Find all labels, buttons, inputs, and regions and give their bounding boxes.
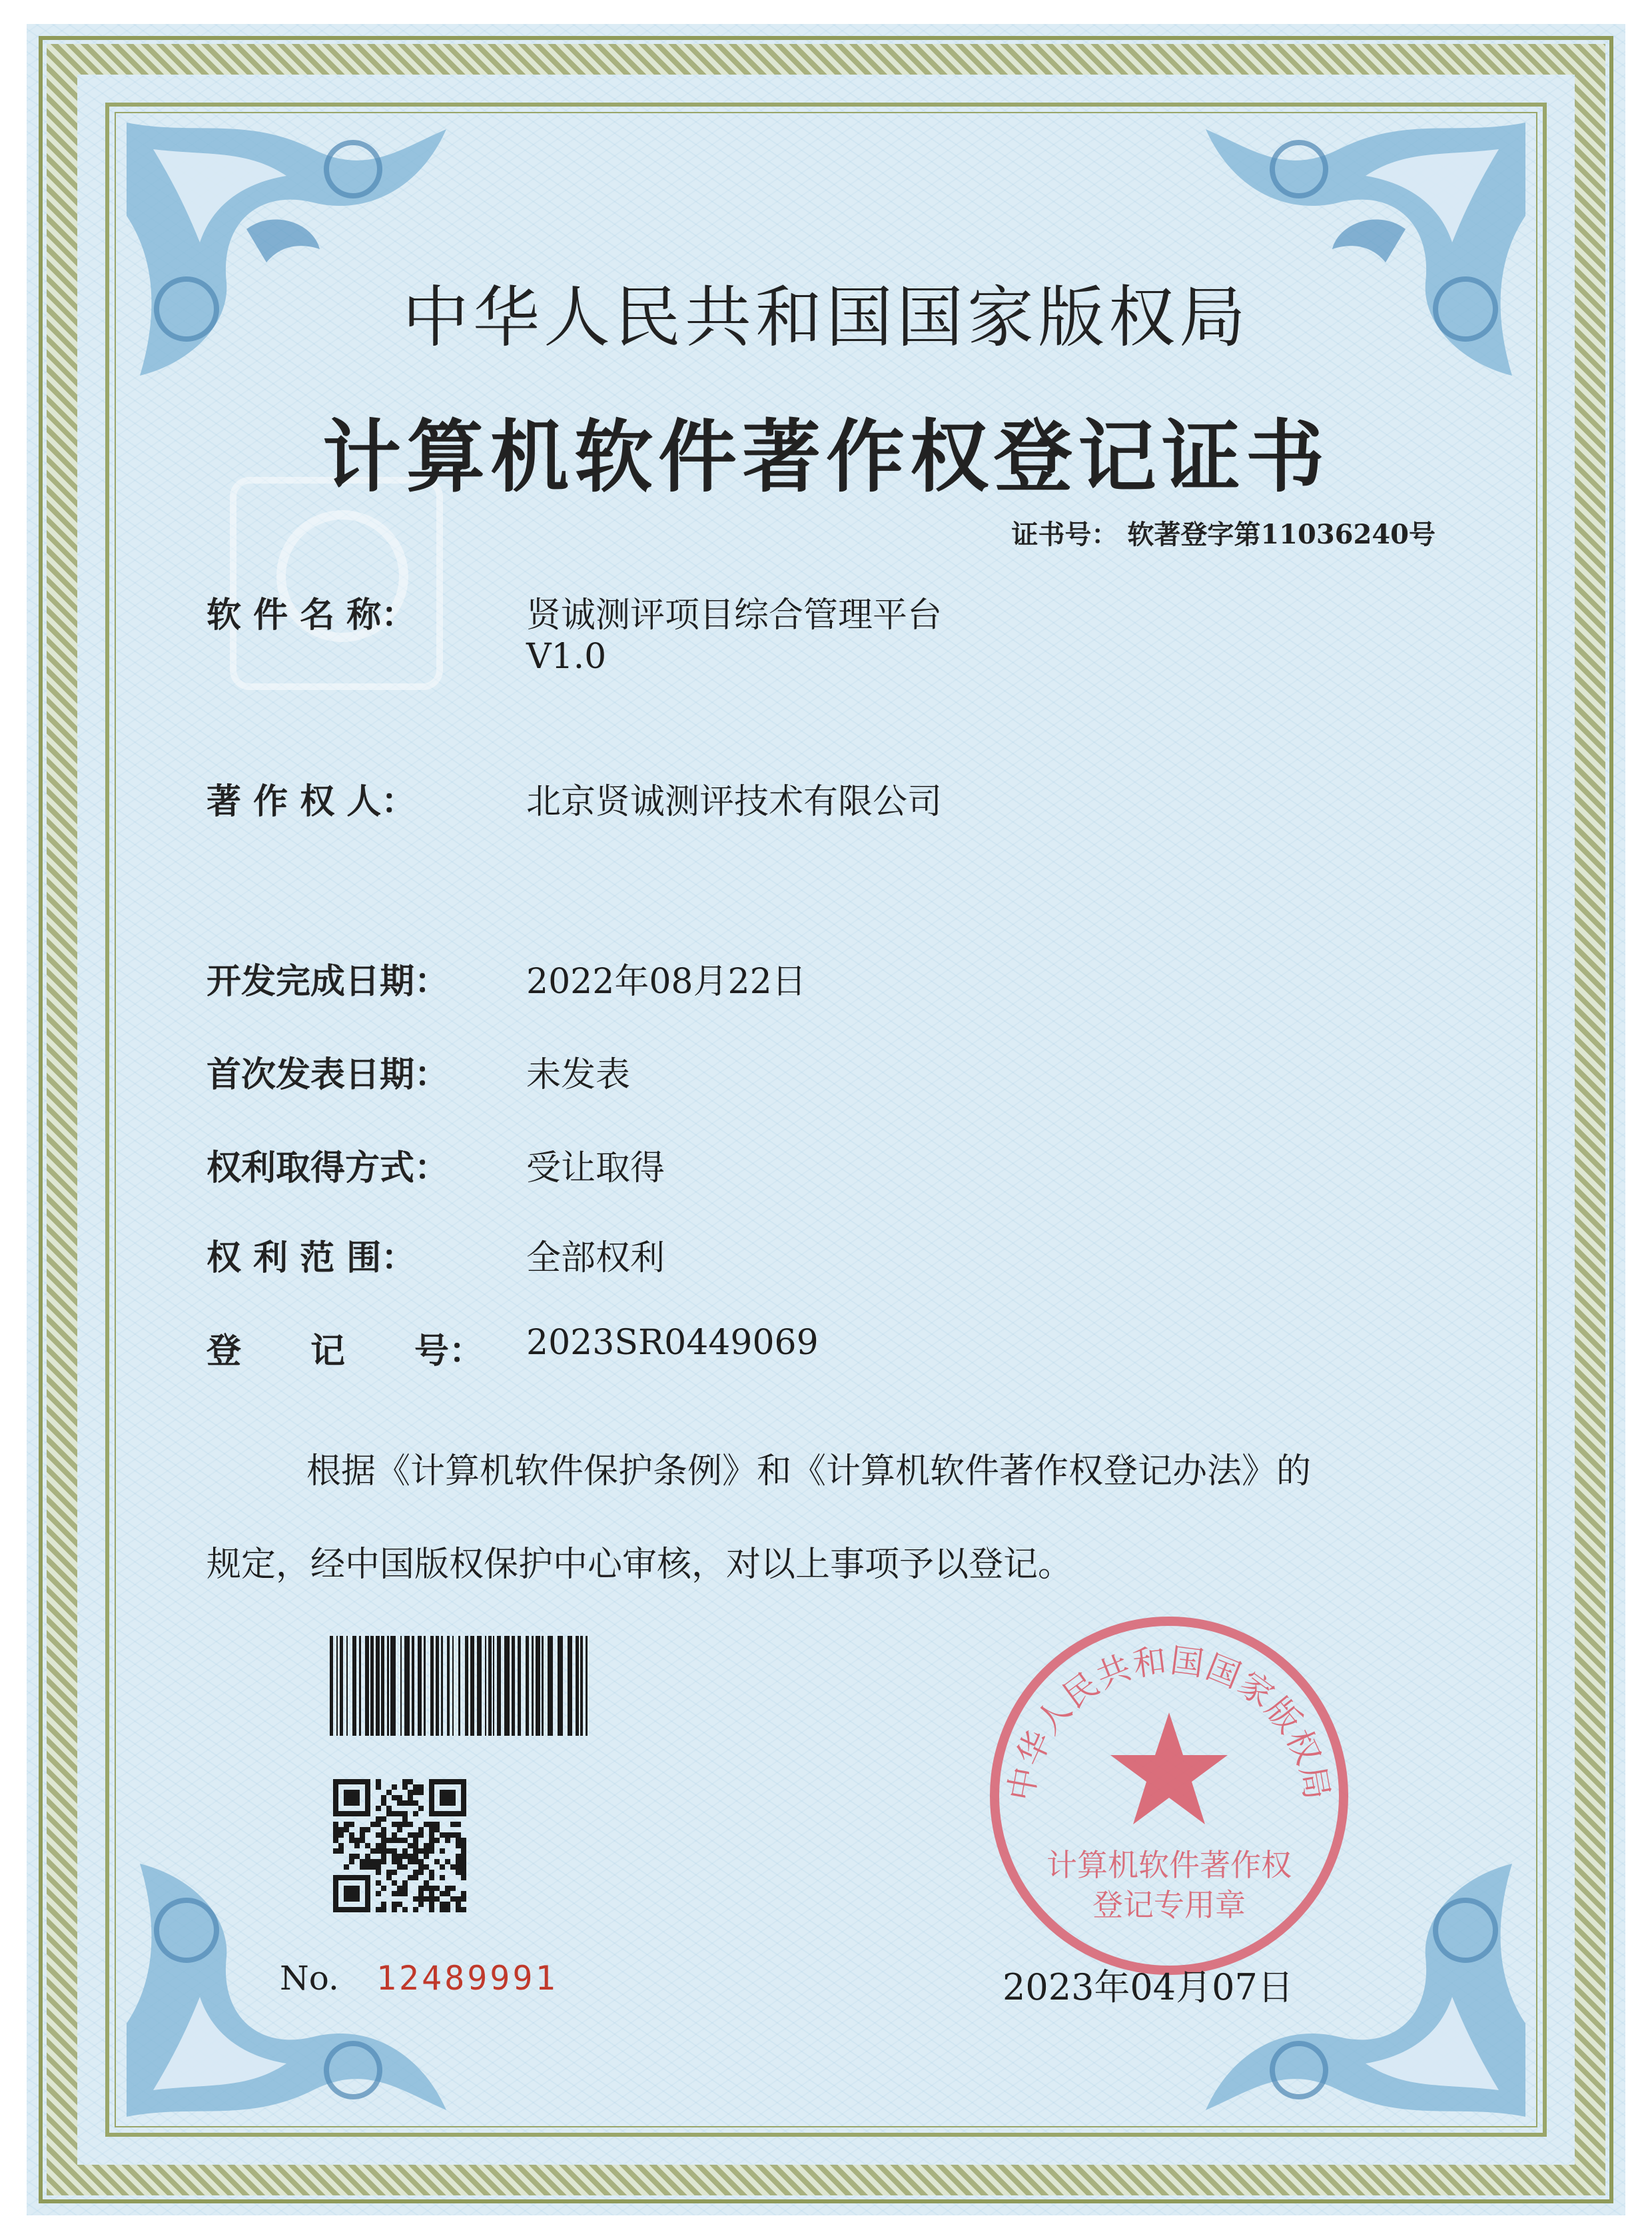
statement-line-1: 根据《计算机软件保护条例》和《计算机软件著作权登记办法》的 [306,1451,1312,1491]
certificate-number-value: 软著登字第11036240号 [1127,519,1436,550]
qr-code-icon [333,1779,466,1912]
issue-date: 2023年04月07日 [1003,1966,1294,2008]
software-name-label: 软 件 名 称： [206,595,416,635]
pub-date-label: 首次发表日期： [206,1055,450,1095]
scope-label: 权 利 范 围： [206,1238,416,1278]
svg-text:登记专用章: 登记专用章 [1092,1887,1246,1923]
certificate-number-label: 证书号： [1011,519,1118,550]
serial-number-value: 12489991 [376,1959,558,1998]
owner-label: 著 作 权 人： [206,782,416,822]
official-seal-stamp [983,1609,1356,1982]
issuer-title: 中华人民共和国国家版权局 [402,278,1250,356]
pub-date-value: 未发表 [526,1055,631,1095]
barcode-icon [330,1636,590,1736]
software-name-value: 贤诚测评项目综合管理平台 [526,595,943,635]
certificate [27,24,1625,2215]
serial-number-label: No. [280,1959,339,1998]
reg-no-label: 登 记 号： [206,1331,484,1371]
reg-no-value: 2023SR0449069 [526,1323,819,1363]
svg-text:中华人民共和国国家版权局: 中华人民共和国国家版权局 [1001,1641,1337,1804]
owner-value: 北京贤诚测评技术有限公司 [526,782,943,822]
software-version-value: V1.0 [526,637,607,677]
watermark-logo [230,477,443,690]
scope-value: 全部权利 [526,1238,665,1278]
statement-line-2: 规定，经中国版权保护中心审核，对以上事项予以登记。 [206,1545,1073,1585]
certificate-number [1011,514,1436,552]
acquire-value: 受让取得 [526,1148,665,1188]
dev-date-label: 开发完成日期： [206,962,450,1002]
certificate-title: 计算机软件著作权登记证书 [322,411,1330,503]
dev-date-value: 2022年08月22日 [526,962,807,1002]
acquire-label: 权利取得方式： [206,1148,450,1188]
svg-text:计算机软件著作权: 计算机软件著作权 [1046,1847,1292,1883]
serial-number [280,1959,558,1998]
